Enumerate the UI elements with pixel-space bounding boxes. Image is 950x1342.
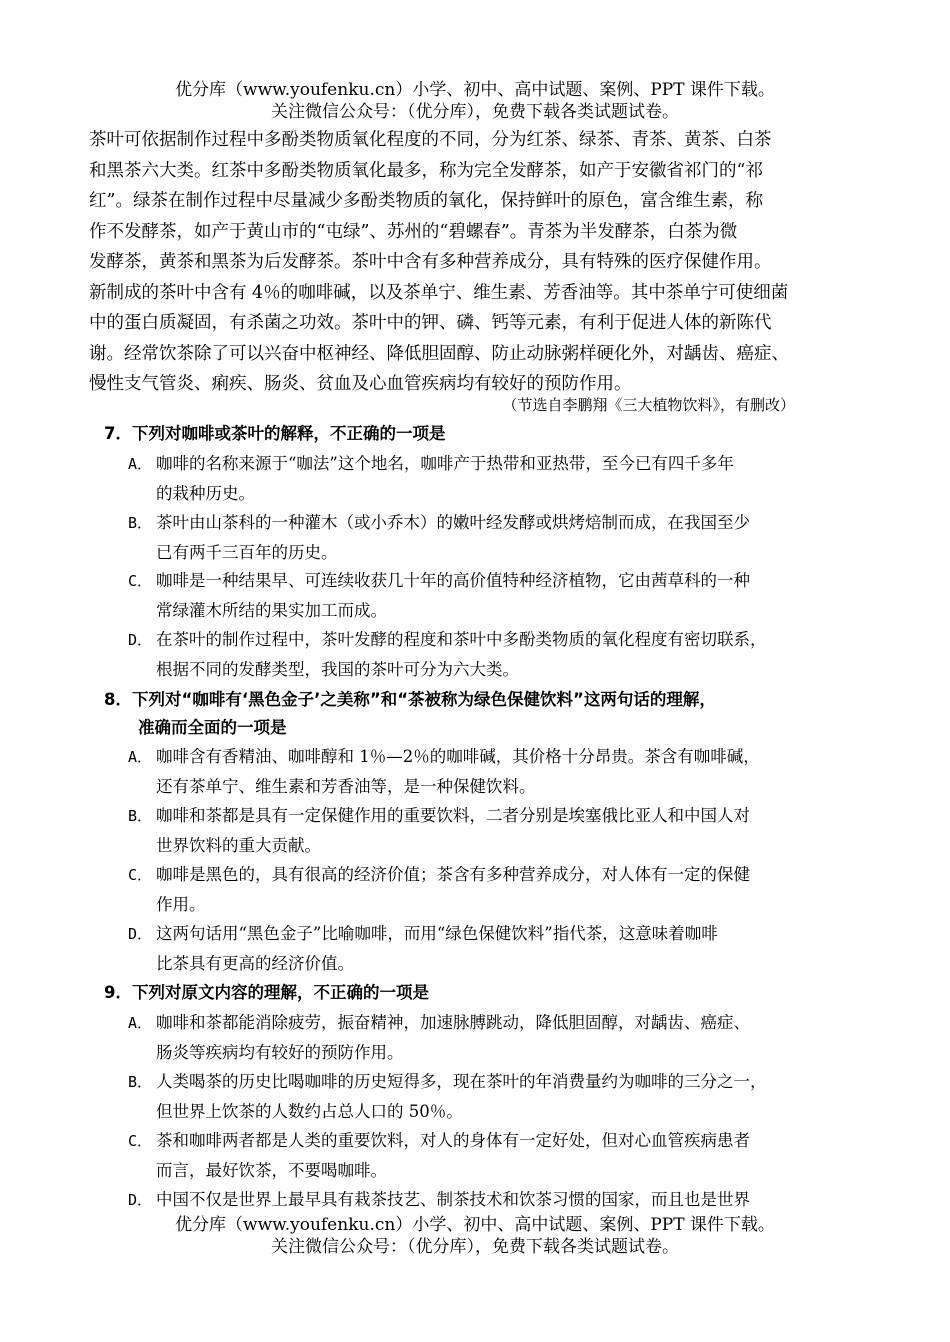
option-text: 茶和咖啡两者都是人类的重要饮料，对人的身体有一定好处，但对心血管疾病患者 [156, 1131, 750, 1150]
question-9-option-c [128, 1126, 750, 1185]
question-7-stem [104, 420, 445, 448]
option-letter: B． [128, 1073, 153, 1091]
question-8-stem [104, 686, 716, 742]
option-letter: B． [128, 807, 153, 825]
option-text: 咖啡是一种结果早、可连续收获几十年的高价值特种经济植物，它由茜草科的一种 [156, 571, 750, 590]
question-7-option-d [128, 625, 767, 684]
option-text: 咖啡和茶都能消除疲劳，振奋精神，加速脉膊跳动，降低胆固醇，对龋齿、癌症、 [156, 1013, 750, 1032]
option-text: 这两句话用“黑色金子”比喻咖啡，而用“绿色保健饮料”指代茶，这意味着咖啡 [156, 924, 718, 943]
option-letter: B． [128, 514, 153, 532]
option-letter: C． [128, 1132, 153, 1150]
option-letter: A． [128, 748, 153, 766]
option-text: 常绿灌木所结的果实加工而成。 [156, 601, 387, 620]
question-9-option-d [128, 1185, 750, 1215]
question-text: 下列对原文内容的理解，不正确的一项是 [131, 983, 429, 1002]
passage-line: 发酵茶，黄茶和黑茶为后发酵茶。茶叶中含有多种营养成分，具有特殊的医疗保健作用。 [89, 252, 772, 272]
option-text: 肠炎等疾病均有较好的预防作用。 [156, 1043, 404, 1062]
question-number: 9． [104, 983, 132, 1002]
option-text: 咖啡和茶都是具有一定保健作用的重要饮料，二者分别是埃塞俄比亚人和中国人对 [156, 806, 750, 825]
question-9-stem [104, 979, 429, 1007]
page-header [0, 79, 950, 123]
question-text: 下列对咖啡或茶叶的解释，不正确的一项是 [131, 424, 446, 443]
option-text: 的栽种历史。 [156, 484, 255, 503]
question-8-option-c [128, 860, 750, 919]
passage-line: 谢。经常饮茶除了可以兴奋中枢神经、降低胆固醇、防止动脉粥样硬化外，对龋齿、癌症、 [89, 343, 789, 364]
option-text: 人类喝茶的历史比喝咖啡的历史短得多，现在茶叶的年消费量约为咖啡的三分之一， [156, 1072, 767, 1091]
option-text: 茶叶由山茶科的一种灌木（或小乔木）的嫩叶经发酵或烘烤焙制而成，在我国至少 [156, 513, 750, 532]
passage [89, 125, 889, 400]
option-text: 世界饮料的重大贡献。 [156, 836, 321, 855]
passage-line: 红”。绿茶在制作过程中尽量减少多酚类物质的氧化，保持鲜叶的原色，富含维生素，称 [89, 191, 763, 211]
question-8-option-d [128, 919, 718, 978]
question-9-option-a [128, 1008, 750, 1067]
question-8-option-b [128, 801, 750, 860]
option-text: 比茶具有更高的经济价值。 [156, 954, 354, 973]
question-8-option-a [128, 742, 760, 801]
passage-line: 慢性支气管炎、痢疾、肠炎、贫血及心血管疾病均有较好的预防作用。 [89, 374, 632, 394]
passage-line: 和黑茶六大类。红茶中多酚类物质氧化最多，称为完全发酵茶，如产于安徽省祁门的“祁 [89, 160, 763, 181]
option-letter: A． [128, 1014, 153, 1032]
header-line-1: 优分库（www.youfenku.cn）小学、初中、高中试题、案例、PPT 课件下载。 [175, 80, 775, 100]
passage-line: 茶叶可依据制作过程中多酚类物质氧化程度的不同，分为红茶、绿茶、青茶、黄茶、白茶 [89, 130, 772, 150]
question-9-option-b [128, 1067, 767, 1126]
question-7-option-a [128, 449, 734, 508]
footer-line-2: 关注微信公众号：（优分库），免费下载各类试题试卷。 [271, 1237, 679, 1257]
option-letter: D． [128, 631, 153, 649]
option-text: 作用。 [156, 895, 206, 914]
page-footer [0, 1214, 950, 1258]
option-text: 咖啡是黑色的，具有很高的经济价值；茶含有多种营养成分，对人体有一定的保健 [156, 865, 750, 884]
footer-line-1: 优分库（www.youfenku.cn）小学、初中、高中试题、案例、PPT 课件下载。 [175, 1215, 775, 1235]
passage-line: 中的蛋白质凝固，有杀菌之功效。茶叶中的钾、磷、钙等元素，有利于促进人体的新陈代 [89, 313, 772, 333]
option-text: 咖啡的名称来源于“咖法”这个地名，咖啡产于热带和亚热带，至今已有四千多年 [156, 454, 734, 473]
question-number: 7． [104, 424, 132, 443]
passage-source: （节选自李鹏翔《三大植物饮料》，有删改） [502, 396, 795, 414]
option-letter: C． [128, 866, 153, 884]
header-line-2: 关注微信公众号：（优分库），免费下载各类试题试卷。 [271, 102, 679, 122]
option-letter: C． [128, 572, 153, 590]
question-text: 准确而全面的一项是 [138, 718, 287, 737]
question-text: 下列对“咖啡有‘黑色金子’之美称”和“茶被称为绿色保健饮料”这两句话的理解， [131, 690, 716, 709]
option-text: 已有两千三百年的历史。 [156, 543, 338, 562]
option-text: 但世界上饮茶的人数约占总人口的 50％。 [156, 1102, 463, 1121]
passage-line: 作不发酵茶，如产于黄山市的“屯绿”、苏州的“碧螺春”。青茶为半发酵茶，白茶为微 [89, 221, 738, 242]
option-letter: A． [128, 455, 153, 473]
question-7-option-c [128, 566, 750, 625]
question-number: 8． [104, 690, 132, 709]
option-letter: D． [128, 1191, 153, 1209]
passage-line: 新制成的茶叶中含有 4％的咖啡碱，以及茶单宁、维生素、芳香油等。其中茶单宁可使细菌 [89, 282, 789, 303]
option-text: 咖啡含有香精油、咖啡醇和 1％—2％的咖啡碱，其价格十分昂贵。茶含有咖啡碱， [156, 747, 760, 766]
option-text: 中国不仅是世界上最早具有栽茶技艺、制茶技术和饮茶习惯的国家，而且也是世界 [156, 1190, 750, 1209]
option-text: 在茶叶的制作过程中，茶叶发酵的程度和茶叶中多酚类物质的氧化程度有密切联系， [156, 630, 767, 649]
option-text: 而言，最好饮茶，不要喝咖啡。 [156, 1161, 387, 1180]
option-text: 根据不同的发酵类型，我国的茶叶可分为六大类。 [156, 660, 519, 679]
option-text: 还有茶单宁、维生素和芳香油等，是一种保健饮料。 [156, 777, 536, 796]
option-letter: D． [128, 925, 153, 943]
question-7-option-b [128, 508, 750, 567]
